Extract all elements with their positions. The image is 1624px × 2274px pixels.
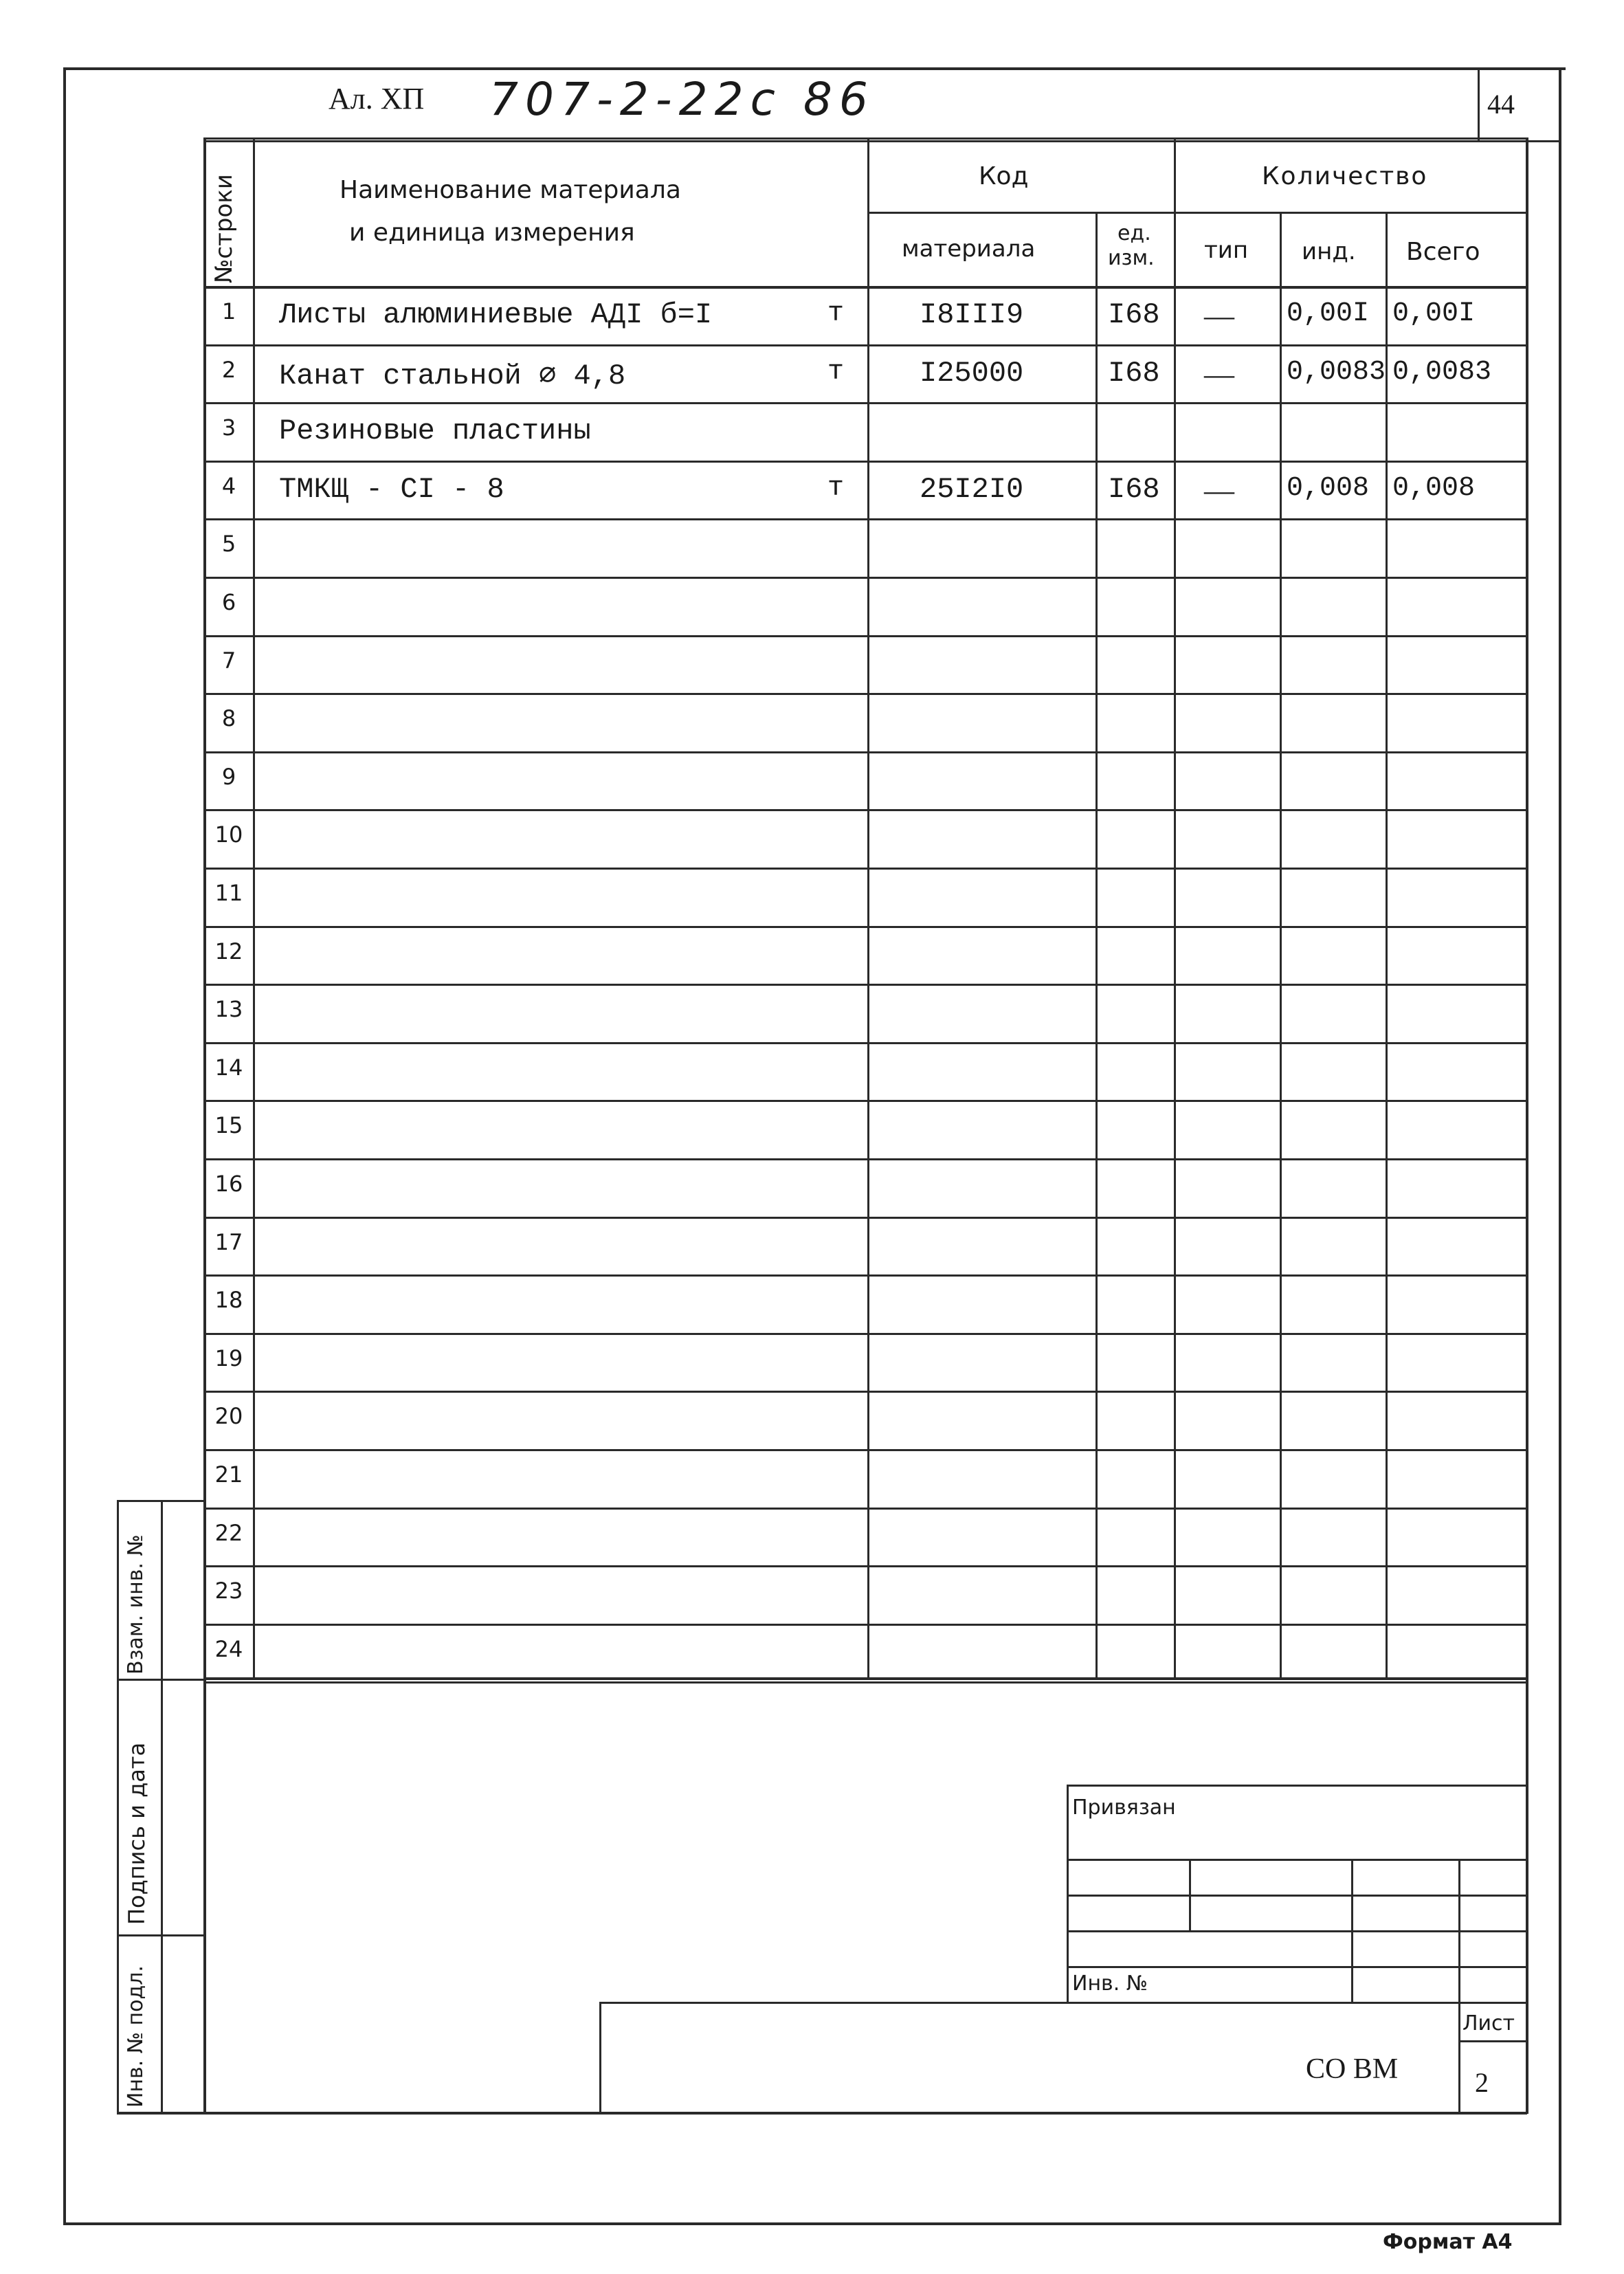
col-header-unit-l2: изм.: [1108, 246, 1155, 270]
row-number: 13: [214, 996, 243, 1023]
header-mid-line: [867, 212, 1527, 214]
row-unit-code: I68: [1108, 472, 1160, 506]
row-separator: [203, 635, 1527, 637]
row-name: Канат стальной ∅ 4,8: [279, 359, 626, 393]
row-separator: [203, 926, 1527, 928]
row-ind: 0,00I: [1287, 298, 1370, 329]
row-separator: [203, 1681, 1527, 1684]
row-separator: [203, 868, 1527, 870]
frame-right: [1559, 67, 1561, 2224]
table-bottom-line: [203, 1677, 1527, 1680]
row-number: 5: [221, 531, 236, 558]
row-separator: [203, 1274, 1527, 1277]
row-number: 7: [221, 647, 236, 674]
row-number: 2: [221, 356, 236, 383]
row-number: 12: [214, 938, 243, 964]
side-label-sign-date: Подпись и дата: [124, 1742, 150, 1925]
row-number: 17: [214, 1228, 243, 1255]
header-baseline: [203, 140, 1561, 142]
stamp-left: [1067, 1785, 1069, 2003]
col-header-name-line2: и единица измерения: [349, 219, 635, 247]
row-separator: [203, 461, 1527, 463]
row-number: 14: [214, 1054, 243, 1081]
col-line-code: [867, 137, 869, 1677]
stamp-sheet-label: Лист: [1462, 2011, 1515, 2035]
row-separator: [203, 1449, 1527, 1451]
row-code: 25I2I0: [920, 472, 1024, 506]
row-number: 23: [214, 1578, 243, 1604]
row-separator: [203, 1624, 1527, 1626]
row-separator: [203, 577, 1527, 579]
row-separator: [203, 1158, 1527, 1160]
album-label: Ал. ХП: [329, 82, 425, 115]
row-number: 18: [214, 1287, 243, 1314]
row-total: 0,00I: [1392, 298, 1476, 329]
side-strip-top: [117, 1500, 206, 1502]
row-number: 22: [214, 1519, 243, 1546]
row-separator: [203, 1391, 1527, 1393]
inner-right: [1526, 137, 1528, 2114]
row-ind: 0,008: [1287, 472, 1370, 504]
col-header-ind: инд.: [1302, 238, 1356, 265]
col-header-material: материала: [902, 235, 1036, 263]
inner-bottom: [117, 2112, 1527, 2115]
row-number: 11: [214, 880, 243, 906]
side-strip-mid: [161, 1500, 163, 2113]
row-name: ТМКЩ - СI - 8: [279, 472, 504, 506]
row-separator: [203, 1565, 1527, 1567]
row-type: —: [1204, 299, 1234, 333]
row-number: 24: [214, 1635, 243, 1662]
titleblock-top: [599, 2002, 1527, 2004]
stamp-bound-label: Привязан: [1072, 1796, 1176, 1820]
col-header-code: Код: [979, 162, 1029, 190]
row-unit: т: [827, 356, 845, 388]
row-separator: [203, 344, 1527, 346]
row-number: 9: [221, 763, 236, 790]
row-separator: [203, 1042, 1527, 1044]
inner-top: [203, 137, 1528, 140]
col-header-total: Всего: [1406, 238, 1480, 266]
side-label-inv-orig: Инв. № подл.: [124, 1965, 148, 2108]
frame-bottom: [63, 2222, 1561, 2225]
col-header-quantity: Количество: [1262, 162, 1428, 190]
row-type: —: [1204, 357, 1234, 391]
row-number: 16: [214, 1171, 243, 1197]
row-name: Листы алюминиевые АДI б=I: [279, 298, 713, 331]
col-line-ind: [1280, 212, 1282, 1677]
project-code: 707-2-22с 86: [489, 73, 875, 126]
row-name: Резиновые пластины: [279, 415, 591, 448]
stamp-top: [1067, 1785, 1527, 1787]
row-total: 0,008: [1392, 472, 1476, 504]
row-total: 0,0083: [1392, 356, 1492, 388]
row-ind: 0,0083: [1287, 356, 1386, 388]
page-box-left: [1478, 67, 1480, 142]
row-code: I25000: [920, 356, 1024, 390]
col-line-unit: [1095, 212, 1098, 1677]
col-header-name: Наименование материала: [340, 176, 681, 204]
col-line-qty: [1174, 137, 1176, 1677]
row-separator: [203, 1100, 1527, 1102]
row-separator: [203, 693, 1527, 695]
col-line-rowno: [253, 137, 255, 1677]
stamp-inv-label: Инв. №: [1072, 1972, 1148, 1996]
row-unit: т: [827, 298, 845, 329]
row-separator: [203, 751, 1527, 753]
col-line-total: [1386, 212, 1388, 1677]
side-strip-left: [117, 1500, 119, 2113]
sheet-box-line: [1458, 2040, 1527, 2042]
stamp-sheet-number: 2: [1475, 2067, 1489, 2098]
row-number: 15: [214, 1112, 243, 1139]
frame-left: [63, 67, 66, 2224]
col-header-row-no: №строки: [210, 174, 238, 283]
row-number: 3: [221, 415, 236, 441]
row-separator: [203, 1508, 1527, 1510]
row-number: 1: [221, 298, 236, 324]
side-strip-div1: [117, 1679, 206, 1681]
row-code: I8III9: [920, 298, 1024, 331]
page-number: 44: [1487, 89, 1515, 120]
row-unit-code: I68: [1108, 356, 1160, 390]
stamp-v2: [1351, 1859, 1353, 2003]
stamp-doc-code: СО ВМ: [1306, 2053, 1399, 2085]
format-label: Формат А4: [1383, 2230, 1513, 2254]
col-header-unit-l1: ед.: [1117, 221, 1151, 245]
row-unit-code: I68: [1108, 298, 1160, 331]
row-number: 19: [214, 1345, 243, 1371]
frame-top: [63, 67, 1566, 70]
stamp-v1: [1189, 1859, 1191, 1932]
row-type: —: [1204, 473, 1234, 507]
row-number: 20: [214, 1403, 243, 1430]
stamp-v3: [1458, 1859, 1460, 2113]
row-separator: [203, 809, 1527, 811]
side-label-replace-inv: Взам. инв. №: [124, 1534, 148, 1675]
row-separator: [203, 1333, 1527, 1335]
col-header-type: тип: [1204, 236, 1249, 264]
header-bottom-line: [203, 286, 1527, 289]
row-separator: [203, 402, 1527, 404]
row-number: 4: [221, 472, 236, 499]
row-number: 8: [221, 705, 236, 732]
row-unit: т: [827, 472, 845, 504]
row-number: 10: [214, 821, 243, 848]
row-number: 21: [214, 1461, 243, 1488]
row-separator: [203, 518, 1527, 520]
titleblock-left: [599, 2002, 601, 2113]
row-number: 6: [221, 589, 236, 615]
row-separator: [203, 984, 1527, 986]
side-strip-div2: [117, 1934, 206, 1936]
row-separator: [203, 1217, 1527, 1219]
